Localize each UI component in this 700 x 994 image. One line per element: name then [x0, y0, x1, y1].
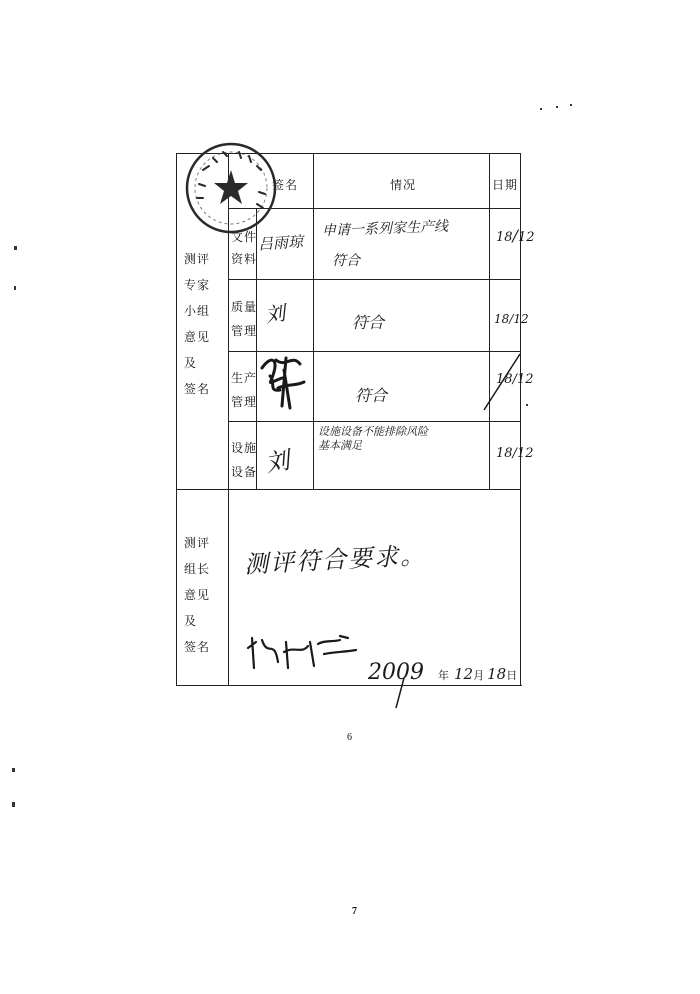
row-4-date-month: 12	[516, 446, 534, 461]
row-1-date: 18/12	[496, 226, 535, 245]
table-border-left	[176, 153, 177, 686]
situation-column-divider	[489, 153, 490, 489]
official-seal-stamp	[183, 140, 279, 236]
row-4-category-line-2: 设备	[231, 465, 258, 479]
row-4-situation-line-1: 设施设备不能排除风险	[318, 425, 428, 438]
leader-label	[184, 530, 210, 660]
leader-label-line-5: 签名	[184, 640, 211, 654]
row-line-1	[228, 279, 520, 280]
leader-date-day-char: 日	[506, 669, 519, 682]
row-3-date-month: 12	[516, 372, 534, 387]
row-2-situation	[352, 310, 384, 333]
row-2-date-day: 18	[494, 312, 510, 326]
scan-speck	[570, 104, 572, 106]
leader-label-line-4: 及	[184, 614, 198, 628]
expert-label-line-1: 测评	[184, 252, 211, 266]
expert-label-line-4: 意见	[184, 330, 211, 344]
row-3-category-line-1: 生产	[231, 371, 258, 385]
scan-speck	[14, 286, 16, 290]
scan-speck	[12, 802, 15, 807]
row-3-date: 18/12	[496, 372, 534, 387]
row-2-situation-line-1: 符合	[352, 313, 385, 332]
row-2-date-month: 12	[513, 312, 529, 326]
row-3-date-slash	[480, 352, 524, 414]
expert-group-label	[184, 246, 210, 402]
scan-speck	[14, 246, 17, 250]
row-3-signature-scribble	[256, 348, 312, 418]
leader-label-line-1: 测评	[184, 536, 211, 550]
row-2-category-line-2: 管理	[231, 324, 258, 338]
leader-signature-scribble	[244, 628, 374, 678]
leader-date-stroke	[390, 676, 410, 710]
row-line-3	[228, 421, 520, 422]
leader-date-year-char: 年	[438, 669, 450, 682]
leader-date-year: 2009	[368, 660, 424, 685]
header-situation: 情况	[390, 178, 417, 192]
row-1-date-day: 18	[496, 230, 513, 245]
scan-speck	[540, 108, 542, 110]
outer-page-number: 7	[352, 906, 357, 917]
row-3-situation-line-1: 符合	[355, 386, 388, 405]
row-2-signature: 刘	[263, 300, 287, 328]
row-1-category-line-1: 文件	[231, 230, 258, 244]
scan-speck	[526, 404, 528, 406]
row-4-signature: 刘	[263, 446, 292, 478]
row-3-situation	[355, 383, 387, 406]
row-4-category	[231, 436, 257, 484]
row-3-date-day: 18	[496, 372, 513, 387]
row-1-date-month: 12	[517, 230, 535, 245]
row-3-category	[231, 366, 257, 414]
scan-speck	[12, 768, 15, 772]
section-divider	[176, 489, 521, 490]
leader-date-month: 12	[454, 665, 474, 683]
row-4-category-line-1: 设施	[231, 441, 258, 455]
row-4-date: 18/12	[496, 446, 534, 461]
row-4-situation-line-2: 基本满足	[318, 439, 362, 452]
leader-date-day: 18	[487, 665, 507, 683]
scan-speck	[556, 106, 558, 108]
leader-opinion: 测评符合要求。	[243, 541, 427, 579]
expert-label-line-3: 小组	[184, 304, 211, 318]
expert-label-line-6: 签名	[184, 382, 211, 396]
row-1-situation-line-1: 申请一系列家生产线	[321, 218, 449, 240]
row-4-situation	[318, 425, 428, 453]
row-4-date-day: 18	[496, 446, 513, 461]
leader-label-line-2: 组长	[184, 562, 211, 576]
row-1-situation-line-2: 符合	[332, 253, 360, 269]
row-3-category-line-2: 管理	[231, 395, 258, 409]
expert-label-line-5: 及	[184, 356, 198, 370]
expert-label-line-2: 专家	[184, 278, 211, 292]
row-1-category-line-2: 资料	[231, 252, 258, 266]
row-2-category-line-1: 质量	[231, 300, 258, 314]
row-1-signature: 吕雨琼	[257, 232, 304, 254]
leader-date-month-char: 月	[473, 669, 486, 682]
header-signature: 签名	[272, 178, 299, 192]
inner-page-number: 6	[347, 732, 352, 743]
row-2-date: 18/12	[494, 312, 529, 326]
signature-column-divider	[313, 153, 314, 489]
row-1-situation	[322, 213, 448, 277]
row-2-category	[231, 295, 257, 343]
header-date: 日期	[492, 178, 519, 192]
leader-label-line-3: 意见	[184, 588, 211, 602]
